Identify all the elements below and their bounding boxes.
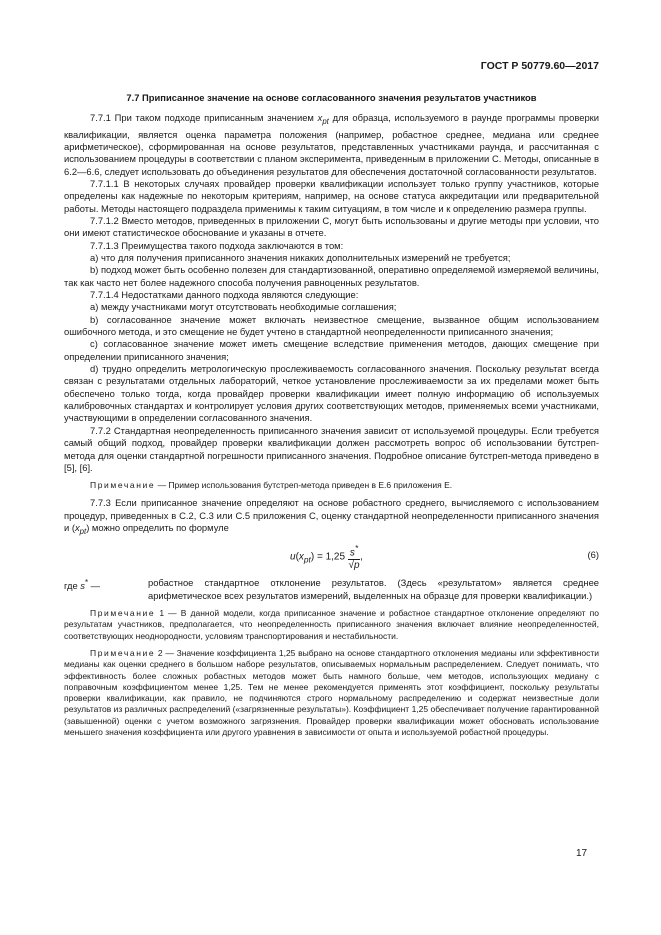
list-item-c: c) согласованное значение может иметь смещение вследствие применения методов, дающих смещение при определении приписанного значения;: [64, 338, 599, 362]
where-clause: где s* — робастное стандартное отклонение результатов. (Здесь «результатом» является среднее арифметическое всех результатов измерений, выделенных на образце для проверки квалификации.): [64, 577, 599, 601]
paragraph-7-7-1-2: 7.7.1.2 Вместо методов, приведенных в приложении С, могут быть использованы и другие методы при условии, что они имеют статистическое обоснование и указаны в отчете.: [64, 214, 599, 239]
note-2: Примечание 2 — Значение коэффициента 1,25 выбрано на основе стандартного отклонения медианы или эффективности медианы как оценки среднего в большом наборе результатов, описываемых нормальным распределением. Следует понимать, что эффективность более сложных робастных методов может быть намного больше, чем методов, использующих медиану с поправочным коэффициентом менее 1,25. Тем не менее рекомендуется применять этот коэффициент, поскольку результаты проверки квалификации, как правило, не подчиняются строго нормальному распределению и содержат неизвестные доли результатов из различных распределений («загрязненные результаты»). Коэффициент 1,25 обеспечивает получение гарантированной (завышенной) оценки с учетом возможного загрязнения. Провайдер проверки квалификации может обосновать использование меньшего значения коэффициента или другого уравнения в зависимости от опыта и используемой робастной процедуры.: [64, 647, 599, 738]
list-item-a: а) между участниками могут отсутствовать необходимые соглашения;: [90, 301, 397, 313]
formula-fraction: $\frac{s^*}{√p}$: [348, 543, 360, 571]
section-heading: 7.7 Приписанное значение на основе согласованного значения результатов участников: [126, 92, 537, 103]
page-number: 17: [576, 848, 588, 859]
note-1: Примечание 1 — В данной модели, когда приписанное значение и робастное стандартное отклонение определяют по результатам участников, предполагается, что неопределенность приписанного значения включает влияние неопределенностей, соответствующих неоднородности, условиям транспортирования и нестабильности.: [64, 608, 599, 641]
paragraph-7-7-1-1: 7.7.1.1 В некоторых случаях провайдер проверки квалификации использует только группу участников, которые определены как надежные по некоторым критериям, например, на основе статуса аккредитации или предварительной работы. Методы настоящего подраздела применимы к таким ситуациям, в том числе и к определению размера группы.: [64, 177, 599, 214]
paragraph-7-7-3: 7.7.3 Если приписанное значение определяют на основе робастного среднего, вычисляемого с использованием процедур, приведенных в С.2, С.3 или С.5 приложения С, оценку стандартной неопределенности приписанного значения и $(x_{pt})$ можно определить по формуле: [64, 497, 599, 537]
paragraph-7-7-2: 7.7.2 Стандартная неопределенность приписанного значения зависит от используемой процедуры. Если требуется самый общий подход, провайдер проверки квалификации должен рассмотреть вопрос об использовании бутстреп-метода для оценки стандартной погрешности приписанного значения. Подробное описание бутстреп-метода приведено в [5], [6].: [64, 424, 599, 473]
document-header: ГОСТ Р 50779.60—2017: [480, 60, 599, 72]
list-item-a: а) что для получения приписанного значения никаких дополнительных измерений не требуется;: [90, 252, 511, 263]
list-item-b: b) согласованное значение может включать неизвестное смещение, вызванное общим использованием ошибочного метода, и это смещение не будет учтено в стандартной неопределенности приписанного значения;: [64, 313, 599, 338]
equation-number: (6): [587, 549, 599, 561]
paragraph-7-7-1: 7.7.1 При таком подходе приписанным значением $x_{pt}$ для образца, используемого в раунде программы проверки квалификации, является оценка параметра положения (например, робастное среднее, медиана или среднее арифметическое), сформированная на основе результатов, представленных участниками раунда, и рассчитанная с использованием процедуры в соответствии с планом эксперимента, приведенным в приложении С. Методы, описанные в 6.2—6.6, следует использовать до объединения результатов для обеспечения достаточной согласованности результатов.: [64, 112, 600, 177]
formula-expression: $u(x_{pt}) = 1,25$ $\frac{s^*}{√p}$ ,: [290, 543, 363, 571]
list-item-b: b) подход может быть особенно полезен для стандартизованной, оперативно определяемой измеряемой величины, так как часто нет более надежного способа получения равноценных результатов.: [64, 264, 599, 288]
paragraph-7-7-1-4: 7.7.1.4 Недостатками данного подхода являются следующие:: [90, 289, 359, 301]
list-item-d: d) трудно определить метрологическую прослеживаемость согласованного значения. Поскольку результат всегда связан с результатами отдельных лабораторий, четкое установление прослеживаемости за их пределами может быть обеспечено только тогда, когда провайдер проверки квалификации имеет полную информацию об используемых калибровочных стандартах и контролирует условия других соответствующих методов, применяемых всеми участниками, участвующими в определении согласованного значения.: [64, 363, 599, 424]
formula-6: [64, 541, 599, 575]
paragraph-7-7-1-3: 7.7.1.3 Преимущества такого подхода заключаются в том:: [90, 239, 344, 251]
note-bootstrap: Примечание — Пример использования бутстреп-метода приведен в Е.6 приложения Е.: [90, 480, 453, 491]
document-body: [64, 92, 599, 738]
